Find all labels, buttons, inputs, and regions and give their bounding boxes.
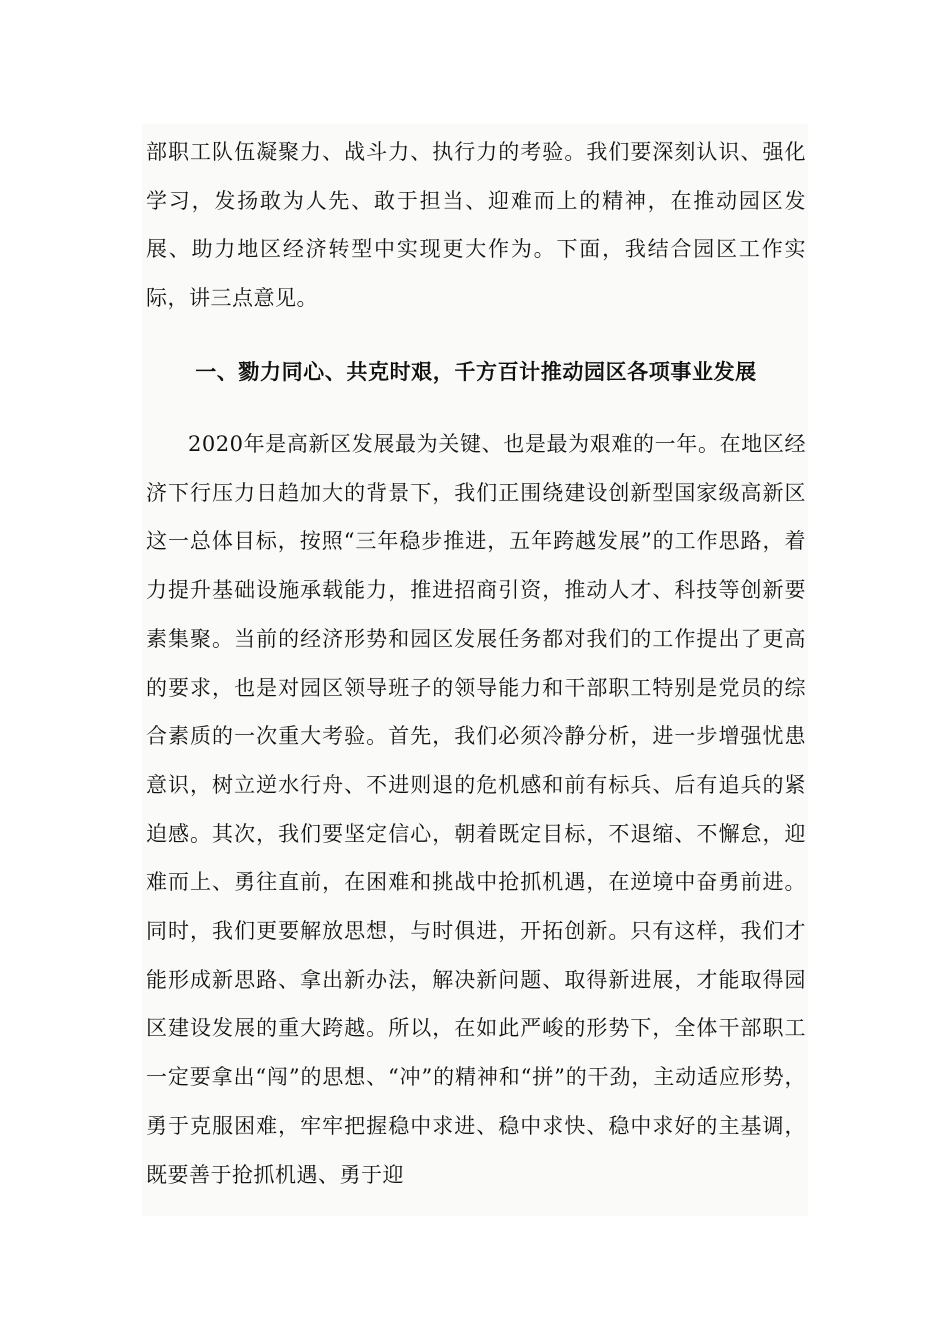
section-heading: 一、勠力同心、共克时艰，千方百计推动园区各项事业发展 [195,359,757,384]
body-paragraph: 部职工队伍凝聚力、战斗力、执行力的考验。我们要深刻认识、强化学习，发扬敢为人先、敢于担当、迎难而上的精神，在推动园区发展、助力地区经济转型中实现更大作为。下面，我结合园区工作实际，讲三点意见。 [146,140,806,311]
body-paragraph: 2020年是高新区发展最为关键、也是最为艰难的一年。在地区经济下行压力日趋加大的背景下，我们正围绕建设创新型国家级高新区这一总体目标，按照“三年稳步推进，五年跨越发展”的工作思路，着力提升基础设施承载能力，推进招商引资，推动人才、科技等创新要素集聚。当前的经济形势和园区发展任务都对我们的工作提出了更高的要求，也是对园区领导班子的领导能力和干部职工特别是党员的综合素质的一次重大考验。首先，我们必须冷静分析，进一步增强忧患意识，树立逆水行舟、不进则退的危机感和前有标兵、后有追兵的紧迫感。其次，我们要坚定信心，朝着既定目标，不退缩、不懈怠，迎难而上、勇往直前，在困难和挑战中抢抓机遇，在逆境中奋勇前进。同时，我们更要解放思想，与时俱进，开拓创新。只有这样，我们才能形成新思路、拿出新办法，解决新问题、取得新进展，才能取得园区建设发展的重大跨越。所以，在如此严峻的形势下，全体干部职工一定要拿出“闯”的思想、“冲”的精神和“拼”的干劲，主动适应形势，勇于克服困难，牢牢把握稳中求进、稳中求快、稳中求好的主基调，既要善于抢抓机遇、勇于迎 [146,432,806,1187]
